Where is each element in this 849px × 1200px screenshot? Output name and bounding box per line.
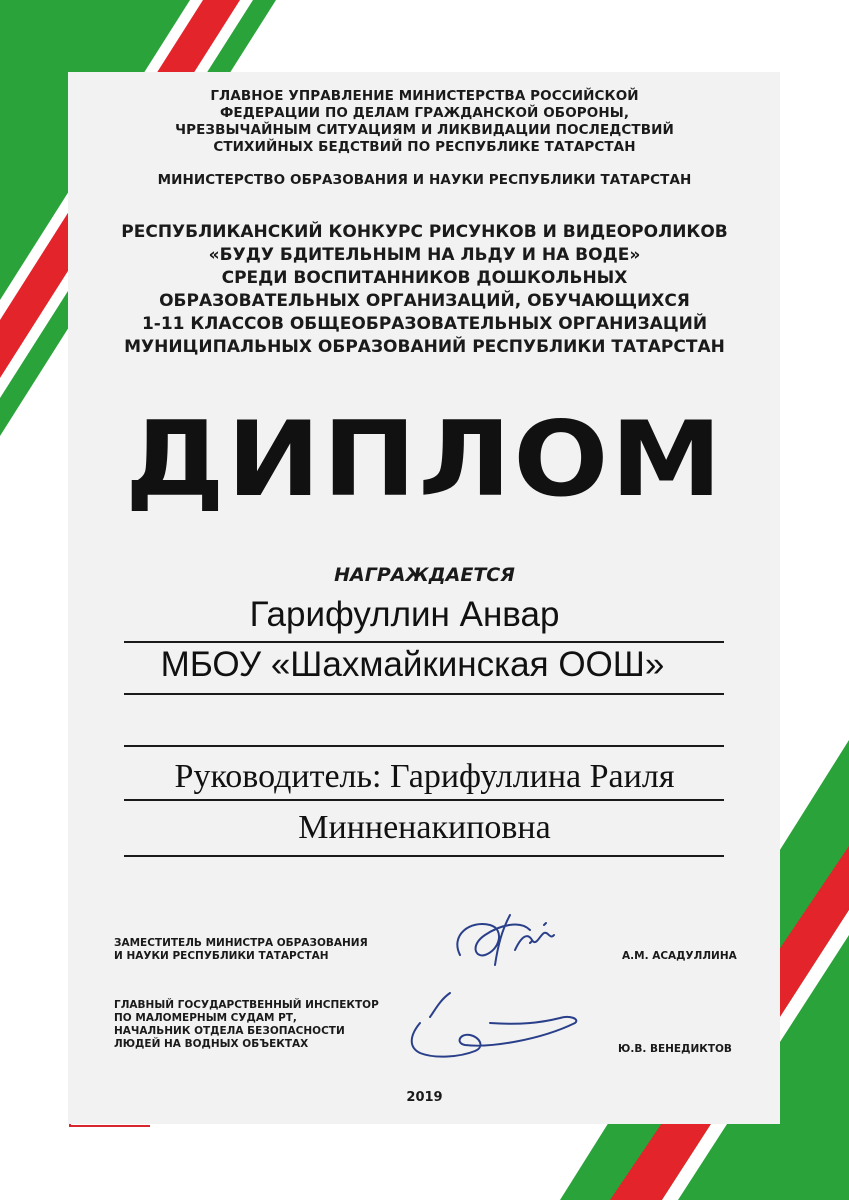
signatory-1-title-line-2: И НАУКИ РЕСПУБЛИКИ ТАТАРСТАН [114, 950, 329, 962]
signatory-2-title-line-2: ПО МАЛОМЕРНЫМ СУДАМ РТ, [114, 1012, 297, 1024]
signatory-2-name: Ю.В. ВЕНЕДИКТОВ [618, 1043, 732, 1055]
awarded-label: НАГРАЖДАЕТСЯ [334, 564, 515, 586]
contest-line-4: ОБРАЗОВАТЕЛЬНЫХ ОРГАНИЗАЦИЙ, ОБУЧАЮЩИХСЯ [159, 291, 690, 311]
signatory-2-title-line-4: ЛЮДЕЙ НА ВОДНЫХ ОБЪЕКТАХ [114, 1038, 309, 1050]
signatory-1-name: А.М. АСАДУЛЛИНА [622, 950, 737, 962]
signatory-2-title-line-3: НАЧАЛЬНИК ОТДЕЛА БЕЗОПАСНОСТИ [114, 1025, 345, 1037]
recipient-name-underline [124, 641, 724, 643]
blank-underline [124, 745, 724, 747]
recipient-school-underline [124, 693, 724, 695]
supervisor-line-2: Минненакиповна [298, 809, 551, 846]
supervisor-underline-2 [124, 855, 724, 857]
header-line-4: СТИХИЙНЫХ БЕДСТВИЙ ПО РЕСПУБЛИКЕ ТАТАРСТАН [213, 139, 636, 155]
signature-1-image [440, 905, 570, 975]
signatory-2-title-line-1: ГЛАВНЫЙ ГОСУДАРСТВЕННЫЙ ИНСПЕКТОР [114, 999, 379, 1011]
contest-line-1: РЕСПУБЛИКАНСКИЙ КОНКУРС РИСУНКОВ И ВИДЕОРОЛИКОВ [121, 222, 728, 242]
contest-line-3: СРЕДИ ВОСПИТАННИКОВ ДОШКОЛЬНЫХ [221, 268, 628, 288]
ministry-line: МИНИСТЕРСТВО ОБРАЗОВАНИЯ И НАУКИ РЕСПУБЛИКИ ТАТАРСТАН [157, 172, 692, 188]
signatory-2-title [114, 999, 379, 1051]
recipient-school: МБОУ «Шахмайкинская ООШ» [160, 645, 665, 684]
header-line-3: ЧРЕЗВЫЧАЙНЫМ СИТУАЦИЯМ И ЛИКВИДАЦИИ ПОСЛЕДСТВИЙ [175, 122, 674, 138]
contest-line-5: 1-11 КЛАССОВ ОБЩЕОБРАЗОВАТЕЛЬНЫХ ОРГАНИЗАЦИЙ [141, 314, 708, 334]
header-line-1: ГЛАВНОЕ УПРАВЛЕНИЕ МИНИСТЕРСТВА РОССИЙСКОЙ [210, 88, 639, 104]
signatory-1-title [114, 937, 368, 963]
header-line-2: ФЕДЕРАЦИИ ПО ДЕЛАМ ГРАЖДАНСКОЙ ОБОРОНЫ, [219, 105, 630, 121]
supervisor-line-1: Руководитель: Гарифуллина Раиля [174, 758, 675, 795]
supervisor-underline-1 [124, 799, 724, 801]
year: 2019 [406, 1090, 443, 1105]
contest-line-2: «БУДУ БДИТЕЛЬНЫМ НА ЛЬДУ И НА ВОДЕ» [208, 245, 641, 265]
signature-2-image [400, 985, 590, 1070]
contest-line-6: МУНИЦИПАЛЬНЫХ ОБРАЗОВАНИЙ РЕСПУБЛИКИ ТАТАРСТАН [124, 337, 725, 357]
signatory-1-title-line-1: ЗАМЕСТИТЕЛЬ МИНИСТРА ОБРАЗОВАНИЯ [114, 937, 368, 949]
diploma-title: ДИПЛОМ [125, 400, 724, 520]
recipient-name: Гарифуллин Анвар [249, 595, 560, 634]
